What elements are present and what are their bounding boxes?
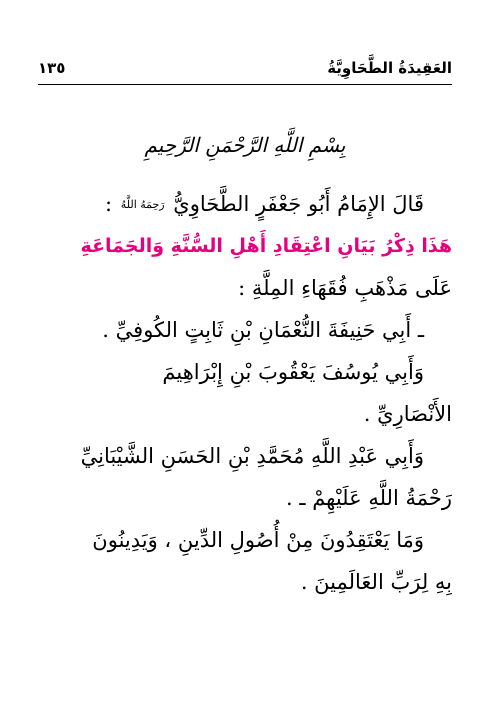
- text-line-4: ـ أَبِي حَنِيفَةَ النُّعْمَانِ بْنِ ثَابِتٍ الكُوفِيِّ .: [102, 318, 424, 342]
- text-line-10: بِهِ لِرَبِّ العَالَمِينَ .: [300, 570, 452, 594]
- highlighted-title-line: هَذَا ذِكْرُ بَيَانِ اعْتِقَادِ أَهْلِ السُّنَّةِ وَالجَمَاعَةِ: [80, 235, 452, 257]
- header-divider: [38, 84, 452, 85]
- intro-colon: :: [105, 192, 113, 216]
- text-line-8: رَحْمَةُ اللَّهِ عَلَيْهِمْ ـ .: [286, 486, 452, 510]
- intro-line: [38, 183, 452, 225]
- text-line-7: وَأَبِي عَبْدِ اللَّهِ مُحَمَّدِ بْنِ الحَسَنِ الشَّيْبَانِيِّ: [80, 444, 424, 468]
- intro-text: قَالَ الإِمَامُ أَبُو جَعْفَرٍ الطَّحَاوِيُّ: [173, 192, 424, 216]
- main-text: [38, 183, 452, 603]
- text-line-3: عَلَى مَذْهَبِ فُقَهَاءِ المِلَّةِ :: [238, 276, 452, 300]
- honorific-mark: رَحِمَهُ اللَّهُ: [120, 198, 165, 211]
- running-title: العَقِيدَةُ الطَّحَاوِيَّةُ: [327, 59, 452, 77]
- text-line-9: وَمَا يَعْتَقِدُونَ مِنْ أُصُولِ الدِّينِ ، وَيَدِينُونَ: [92, 528, 424, 552]
- page-header: [38, 56, 452, 84]
- text-line-5: وَأَبِي يُوسُفَ يَعْقُوبَ بْنِ إِبْرَاهِيمَ: [162, 360, 424, 384]
- text-line-6: الأَنْصَارِيِّ .: [363, 402, 452, 426]
- basmala-heading: بِسْمِ اللَّهِ الرَّحْمَنِ الرَّحِيمِ: [144, 133, 346, 157]
- page-number: ١٣٥: [38, 59, 66, 77]
